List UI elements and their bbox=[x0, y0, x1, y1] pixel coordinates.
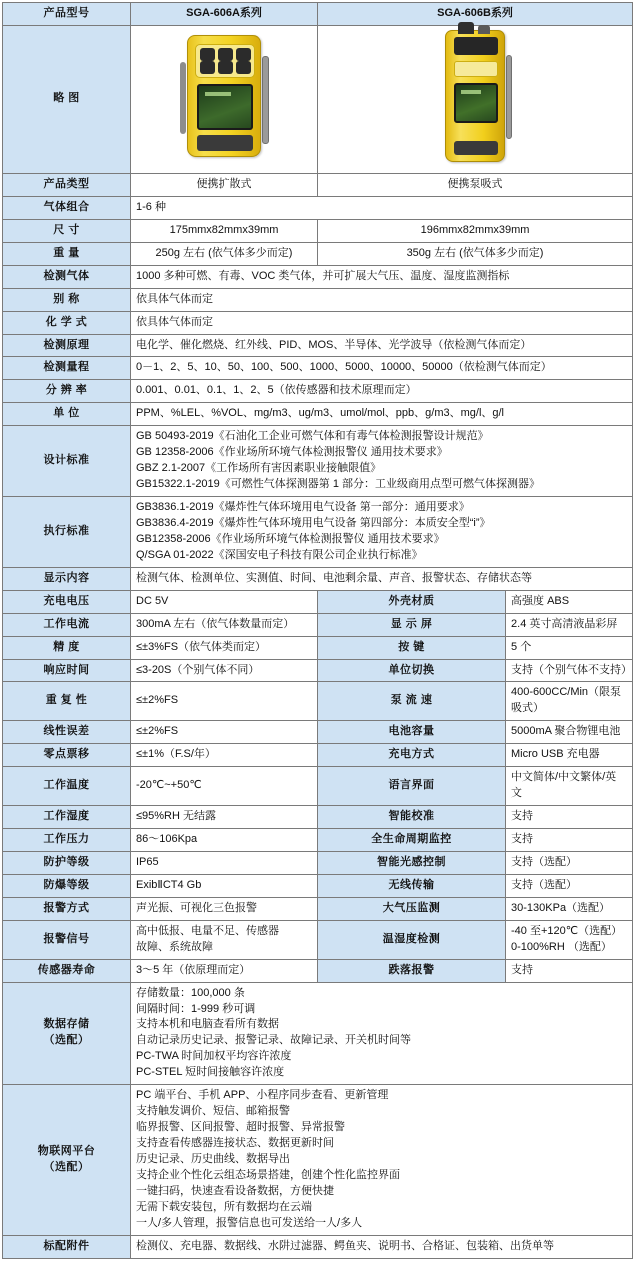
work-humidity-label: 工作湿度 bbox=[3, 806, 131, 829]
language-value: 中文简体/中文繁体/英文 bbox=[506, 767, 633, 806]
charge-mode-value: Micro USB 充电器 bbox=[506, 744, 633, 767]
keys-value: 5 个 bbox=[506, 636, 633, 659]
table-row-work-pressure bbox=[3, 829, 633, 852]
exec-standard-label: 执行标准 bbox=[3, 497, 131, 568]
model-col-a: SGA-606A系列 bbox=[131, 3, 318, 26]
temp-humidity-line: 0-100%RH （选配） bbox=[511, 940, 612, 953]
table-row-gas-combo bbox=[3, 196, 633, 219]
charge-mode-label: 充电方式 bbox=[318, 744, 506, 767]
model-label: 产品型号 bbox=[3, 3, 131, 26]
temp-humidity-line: -40 至+120℃（选配） bbox=[511, 924, 623, 937]
gas-combo-value: 1-6 种 bbox=[131, 196, 633, 219]
data-storage-line: 间隔时间：1-999 秒可调 bbox=[136, 1002, 256, 1015]
weight-b-value: 350g 左右 (依气体多少而定) bbox=[318, 242, 633, 265]
alias-label: 别 称 bbox=[3, 288, 131, 311]
product-type-b-value: 便携泵吸式 bbox=[318, 173, 633, 196]
principle-label: 检测原理 bbox=[3, 334, 131, 357]
exec-standard-value bbox=[131, 497, 633, 568]
work-current-value: 300mA 左右（依气体数量而定） bbox=[131, 613, 318, 636]
life-monitor-value: 支持 bbox=[506, 829, 633, 852]
sensor-life-label: 传感器寿命 bbox=[3, 959, 131, 982]
exec-standard-line: GB3836.4-2019《爆炸性气体环境用电气设备 第四部分：本质安全型“i”》 bbox=[136, 516, 491, 529]
table-row-iot-platform bbox=[3, 1085, 633, 1235]
alarm-signal-line: 故障、系统故障 bbox=[136, 940, 213, 953]
iot-platform-line: 支持触发调价、短信、邮箱报警 bbox=[136, 1105, 290, 1118]
unit-switch-value: 支持（个别气体不支持） bbox=[506, 659, 633, 682]
iot-platform-line: 临界报警、区间报警、超时报警、异常报警 bbox=[136, 1121, 345, 1134]
table-row-product-type bbox=[3, 173, 633, 196]
table-row-resolution bbox=[3, 380, 633, 403]
formula-value: 依具体气体而定 bbox=[131, 311, 633, 334]
weight-a-value: 250g 左右 (依气体多少而定) bbox=[131, 242, 318, 265]
formula-label: 化 学 式 bbox=[3, 311, 131, 334]
ip-rating-label: 防护等级 bbox=[3, 851, 131, 874]
response-time-label: 响应时间 bbox=[3, 659, 131, 682]
sensor-life-value: 3～5 年（依原理而定） bbox=[131, 959, 318, 982]
table-row-work-humidity bbox=[3, 806, 633, 829]
smart-calibration-label: 智能校准 bbox=[318, 806, 506, 829]
pump-flow-label: 泵 流 速 bbox=[318, 682, 506, 721]
work-temp-label: 工作温度 bbox=[3, 767, 131, 806]
battery-capacity-label: 电池容量 bbox=[318, 721, 506, 744]
screen-value: 2.4 英寸高清液晶彩屏 bbox=[506, 613, 633, 636]
sketch-label: 略 图 bbox=[3, 25, 131, 173]
design-standard-line: GB 12358-2006《作业场所环境气体检测报警仪 通用技术要求》 bbox=[136, 446, 448, 459]
pressure-monitor-label: 大气压监测 bbox=[318, 897, 506, 920]
pump-flow-value: 400-600CC/Min（限泵吸式） bbox=[506, 682, 633, 721]
table-row-repeatability bbox=[3, 682, 633, 721]
table-row-linearity bbox=[3, 721, 633, 744]
ex-rating-label: 防爆等级 bbox=[3, 874, 131, 897]
iot-platform-line: PC 端平台、手机 APP、小程序同步查看、更新管理 bbox=[136, 1089, 389, 1102]
shell-material-value: 高强度 ABS bbox=[506, 590, 633, 613]
table-row-formula bbox=[3, 311, 633, 334]
iot-platform-line: 一人/多人管理，报警信息也可发送给一人/多人 bbox=[136, 1216, 363, 1229]
display-content-value: 检测气体、检测单位、实测值、时间、电池剩余量、声音、报警状态、存储状态等 bbox=[131, 567, 633, 590]
portable-gas-detector-b-image bbox=[445, 30, 505, 162]
repeatability-label: 重 复 性 bbox=[3, 682, 131, 721]
design-standard-line: GB15322.1-2019《可燃性气体探测器第 1 部分：工业级商用点型可燃气体探测器》 bbox=[136, 478, 541, 491]
data-storage-label bbox=[3, 982, 131, 1085]
iot-platform-label-line: 物联网平台 bbox=[37, 1144, 96, 1157]
work-current-label: 工作电流 bbox=[3, 613, 131, 636]
screen-label: 显 示 屏 bbox=[318, 613, 506, 636]
design-standard-value bbox=[131, 426, 633, 497]
design-standard-line: GB 50493-2019《石油化工企业可燃气体和有毒气体检测报警设计规范》 bbox=[136, 430, 489, 443]
data-storage-line: 支持本机和电脑查看所有数据 bbox=[136, 1018, 279, 1031]
alias-value: 依具体气体而定 bbox=[131, 288, 633, 311]
table-row-weight bbox=[3, 242, 633, 265]
principle-value: 电化学、催化燃烧、红外线、PID、MOS、半导体、光学波导（依检测气体而定） bbox=[131, 334, 633, 357]
table-row-work-current bbox=[3, 613, 633, 636]
accessory-value: 检测仪、充电器、数据线、水阱过滤器、鳄鱼夹、说明书、合格证、包装箱、出货单等 bbox=[131, 1235, 633, 1258]
table-row-charge-voltage bbox=[3, 590, 633, 613]
portable-gas-detector-a-image bbox=[187, 35, 261, 157]
linearity-value: ≤±2%FS bbox=[131, 721, 318, 744]
light-control-value: 支持（选配） bbox=[506, 851, 633, 874]
table-row-zero-drift bbox=[3, 744, 633, 767]
device-a-image-cell bbox=[131, 25, 318, 173]
response-time-value: ≤3-20S（个别气体不同） bbox=[131, 659, 318, 682]
size-a-value: 175mmx82mmx39mm bbox=[131, 219, 318, 242]
iot-platform-label bbox=[3, 1085, 131, 1235]
iot-platform-line: 支持查看传感器连接状态、数据更新时间 bbox=[136, 1137, 334, 1149]
accuracy-label: 精 度 bbox=[3, 636, 131, 659]
exec-standard-line: GB12358-2006《作业场所环境气体检测报警仪 通用技术要求》 bbox=[136, 532, 445, 545]
table-row-accuracy bbox=[3, 636, 633, 659]
alarm-signal-label: 报警信号 bbox=[3, 920, 131, 959]
data-storage-line: 自动记录历史记录、报警记录、故障记录、开关机时间等 bbox=[136, 1034, 411, 1047]
data-storage-label-line: 数据存储 bbox=[43, 1018, 90, 1031]
table-row-display-content bbox=[3, 567, 633, 590]
table-row-design-standard bbox=[3, 426, 633, 497]
resolution-label: 分 辨 率 bbox=[3, 380, 131, 403]
work-temp-value: -20℃~+50℃ bbox=[131, 767, 318, 806]
drop-alarm-label: 跌落报警 bbox=[318, 959, 506, 982]
iot-platform-label-line: （选配） bbox=[43, 1160, 90, 1173]
table-row-sketch bbox=[3, 25, 633, 173]
size-b-value: 196mmx82mmx39mm bbox=[318, 219, 633, 242]
alarm-mode-value: 声光振、可视化三色报警 bbox=[131, 897, 318, 920]
table-row-alarm-mode bbox=[3, 897, 633, 920]
accessory-label: 标配附件 bbox=[3, 1235, 131, 1258]
table-row-unit bbox=[3, 403, 633, 426]
iot-platform-line: 支持企业个性化云组态场景搭建，创建个性化监控界面 bbox=[136, 1168, 400, 1181]
table-row-alias bbox=[3, 288, 633, 311]
table-row-ip-rating bbox=[3, 851, 633, 874]
light-control-label: 智能光感控制 bbox=[318, 851, 506, 874]
table-row-alarm-signal bbox=[3, 920, 633, 959]
table-row-range bbox=[3, 357, 633, 380]
smart-calibration-value: 支持 bbox=[506, 806, 633, 829]
table-row-work-temp bbox=[3, 767, 633, 806]
table-row-exec-standard bbox=[3, 497, 633, 568]
size-label: 尺 寸 bbox=[3, 219, 131, 242]
wireless-label: 无线传输 bbox=[318, 874, 506, 897]
table-row-detect-gas bbox=[3, 265, 633, 288]
range-value: 0－1、2、5、10、50、100、500、1000、5000、10000、50000（依检测气体而定） bbox=[131, 357, 633, 380]
table-row-principle bbox=[3, 334, 633, 357]
shell-material-label: 外壳材质 bbox=[318, 590, 506, 613]
table-row-accessory bbox=[3, 1235, 633, 1258]
alarm-signal-value bbox=[131, 920, 318, 959]
unit-label: 单 位 bbox=[3, 403, 131, 426]
iot-platform-line: 一键扫码，快速查看设备数据，方便快捷 bbox=[136, 1184, 334, 1197]
drop-alarm-value: 支持 bbox=[506, 959, 633, 982]
zero-drift-label: 零点票移 bbox=[3, 744, 131, 767]
specification-table bbox=[2, 2, 633, 1259]
device-b-image-cell bbox=[318, 25, 633, 173]
data-storage-line: PC-TWA 时间加权平均容许浓度 bbox=[136, 1050, 292, 1063]
gas-combo-label: 气体组合 bbox=[3, 196, 131, 219]
iot-platform-line: 历史记录、历史曲线、数据导出 bbox=[136, 1152, 290, 1165]
exec-standard-line: GB3836.1-2019《爆炸性气体环境用电气设备 第一部分：通用要求》 bbox=[136, 501, 470, 513]
pressure-monitor-value: 30-130KPa（选配） bbox=[506, 897, 633, 920]
repeatability-value: ≤±2%FS bbox=[131, 682, 318, 721]
temp-humidity-label: 温湿度检测 bbox=[318, 920, 506, 959]
product-type-a-value: 便携扩散式 bbox=[131, 173, 318, 196]
model-col-b: SGA-606B系列 bbox=[318, 3, 633, 26]
data-storage-line: PC-STEL 短时间接触容许浓度 bbox=[136, 1066, 285, 1079]
display-content-label: 显示内容 bbox=[3, 567, 131, 590]
work-humidity-value: ≤95%RH 无结露 bbox=[131, 806, 318, 829]
data-storage-value bbox=[131, 982, 633, 1085]
zero-drift-value: ≤±1%（F.S/年） bbox=[131, 744, 318, 767]
table-row-size bbox=[3, 219, 633, 242]
ip-rating-value: IP65 bbox=[131, 851, 318, 874]
product-type-label: 产品类型 bbox=[3, 173, 131, 196]
temp-humidity-value bbox=[506, 920, 633, 959]
work-pressure-value: 86～106Kpa bbox=[131, 829, 318, 852]
resolution-value: 0.001、0.01、0.1、1、2、5（依传感器和技术原理而定） bbox=[131, 380, 633, 403]
design-standard-line: GBZ 2.1-2007《工作场所有害因素职业接触限值》 bbox=[136, 462, 382, 475]
wireless-value: 支持（选配） bbox=[506, 874, 633, 897]
design-standard-label: 设计标准 bbox=[3, 426, 131, 497]
detect-gas-label: 检测气体 bbox=[3, 265, 131, 288]
language-label: 语言界面 bbox=[318, 767, 506, 806]
range-label: 检测量程 bbox=[3, 357, 131, 380]
life-monitor-label: 全生命周期监控 bbox=[318, 829, 506, 852]
detect-gas-value: 1000 多种可燃、有毒、VOC 类气体，并可扩展大气压、温度、湿度监测指标 bbox=[131, 265, 633, 288]
alarm-mode-label: 报警方式 bbox=[3, 897, 131, 920]
alarm-signal-line: 高中低报、电量不足、传感器 bbox=[136, 924, 279, 937]
table-row-data-storage bbox=[3, 982, 633, 1085]
table-row-header bbox=[3, 3, 633, 26]
iot-platform-line: 无需下载安装包，所有数据均在云端 bbox=[136, 1200, 312, 1213]
charge-voltage-value: DC 5V bbox=[131, 590, 318, 613]
table-row-response-time bbox=[3, 659, 633, 682]
data-storage-label-line: （选配） bbox=[43, 1034, 90, 1047]
table-row-sensor-life bbox=[3, 959, 633, 982]
weight-label: 重 量 bbox=[3, 242, 131, 265]
accuracy-value: ≤±3%FS（依气体类而定） bbox=[131, 636, 318, 659]
unit-switch-label: 单位切换 bbox=[318, 659, 506, 682]
exec-standard-line: Q/SGA 01-2022《深国安电子科技有限公司企业执行标准》 bbox=[136, 548, 423, 561]
unit-value: PPM、%LEL、%VOL、mg/m3、ug/m3、umol/mol、ppb、g/m3、mg/l、g/l bbox=[131, 403, 633, 426]
table-row-ex-rating bbox=[3, 874, 633, 897]
ex-rating-value: ExibⅡCT4 Gb bbox=[131, 874, 318, 897]
work-pressure-label: 工作压力 bbox=[3, 829, 131, 852]
battery-capacity-value: 5000mA 聚合物锂电池 bbox=[506, 721, 633, 744]
iot-platform-value bbox=[131, 1085, 633, 1235]
linearity-label: 线性误差 bbox=[3, 721, 131, 744]
data-storage-line: 存储数量：100,000 条 bbox=[136, 986, 245, 999]
keys-label: 按 键 bbox=[318, 636, 506, 659]
charge-voltage-label: 充电电压 bbox=[3, 590, 131, 613]
